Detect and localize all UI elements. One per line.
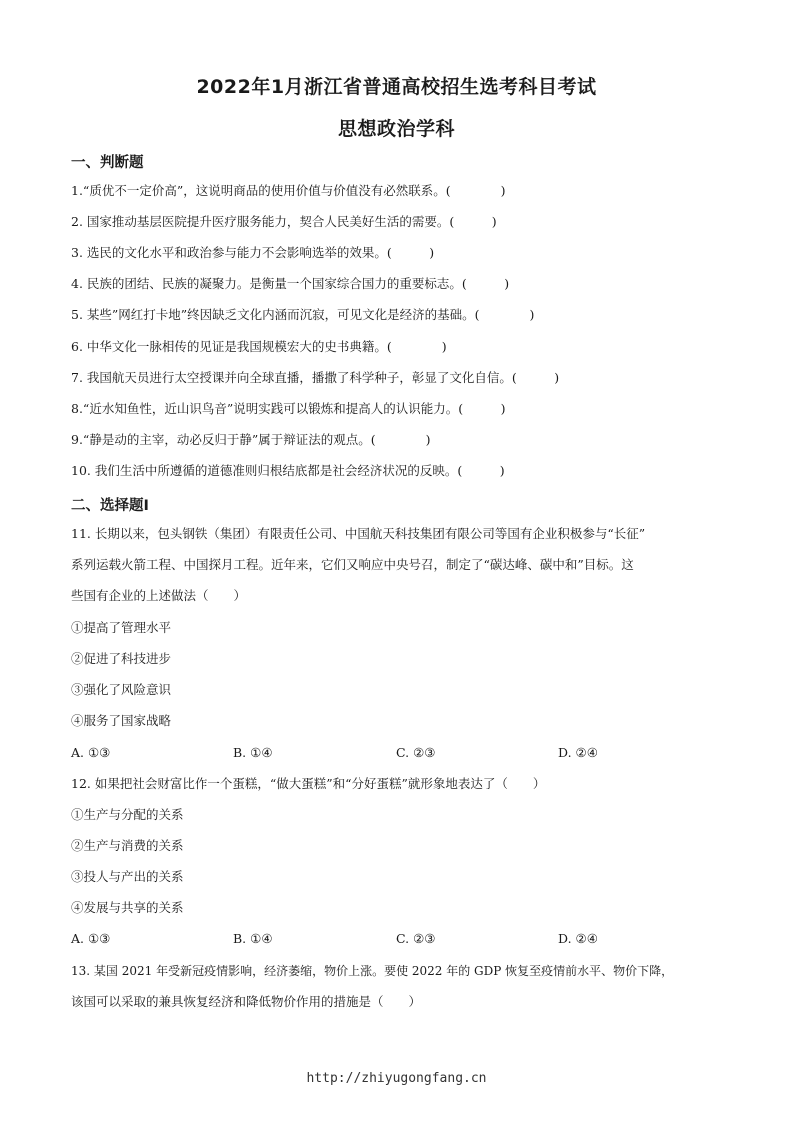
question-12-option-a: A. ①③ bbox=[71, 931, 111, 946]
question-11-item-3: ③强化了风险意识 bbox=[71, 682, 172, 697]
exam-title: 2022年1月浙江省普通高校招生选考科目考试 bbox=[196, 76, 597, 98]
question-8: 8.“近水知鱼性，近山识鸟音”说明实践可以锻炼和提高人的认识能力。( ) bbox=[71, 401, 506, 416]
section-judgment-heading: 一、判断题 bbox=[71, 155, 144, 171]
exam-subject: 思想政治学科 bbox=[337, 118, 455, 140]
question-11-stem-line-1: 11. 长期以来，包头钢铁（集团）有限责任公司、中国航天科技集团有限公司等国有企业积极参与“长征” bbox=[71, 526, 646, 541]
question-10: 10. 我们生活中所遵循的道德准则归根结底都是社会经济状况的反映。( ) bbox=[71, 463, 505, 478]
question-11-option-a: A. ①③ bbox=[71, 745, 111, 760]
question-12-option-b: B. ①④ bbox=[233, 931, 273, 946]
question-11-stem-line-3: 些国有企业的上述做法（ ） bbox=[71, 588, 247, 603]
question-13-stem-line-1: 13. 某国 2021 年受新冠疫情影响，经济萎缩，物价上涨。要使 2022 年的 GDP 恢复至疫情前水平、物价下降， bbox=[71, 964, 674, 978]
question-11-option-c: C. ②③ bbox=[396, 745, 436, 760]
question-5: 5. 某些”网红打卡地”终因缺乏文化内涵而沉寂，可见文化是经济的基础。( ) bbox=[71, 307, 535, 322]
question-12-stem: 12. 如果把社会财富比作一个蛋糕，“做大蛋糕”和“分好蛋糕”就形象地表达了（ ） bbox=[71, 776, 546, 791]
question-4: 4. 民族的团结、民族的凝聚力。是衡量一个国家综合国力的重要标志。( ) bbox=[71, 276, 510, 291]
question-12-item-1: ①生产与分配的关系 bbox=[71, 807, 184, 822]
question-11-item-1: ①提高了管理水平 bbox=[71, 620, 172, 635]
question-11-item-4: ④服务了国家战略 bbox=[71, 713, 172, 728]
question-11-item-2: ②促进了科技进步 bbox=[71, 651, 172, 666]
question-12-item-2: ②生产与消费的关系 bbox=[71, 838, 184, 853]
question-3: 3. 选民的文化水平和政治参与能力不会影响选举的效果。( ) bbox=[71, 245, 435, 260]
question-2: 2. 国家推动基层医院提升医疗服务能力，契合人民美好生活的需要。( ) bbox=[71, 214, 497, 229]
question-12-option-c: C. ②③ bbox=[396, 931, 436, 946]
footer-url: http://zhiyugongfang.cn bbox=[306, 1071, 487, 1086]
question-12-option-d: D. ②④ bbox=[558, 931, 598, 946]
question-1: 1.“质优不一定价高”，这说明商品的使用价值与价值没有必然联系。( ) bbox=[71, 183, 506, 198]
question-11-option-d: D. ②④ bbox=[558, 745, 598, 760]
question-7: 7. 我国航天员进行太空授课并向全球直播，播撒了科学种子，彰显了文化自信。( ) bbox=[71, 370, 560, 385]
question-6: 6. 中华文化一脉相传的见证是我国规模宏大的史书典籍。( ) bbox=[71, 339, 447, 354]
question-9: 9.“静是动的主宰，动必反归于静”属于辩证法的观点。( ) bbox=[71, 432, 431, 447]
question-12-item-3: ③投人与产出的关系 bbox=[71, 869, 184, 884]
question-11-option-b: B. ①④ bbox=[233, 745, 273, 760]
section-choice-heading: 二、选择题Ⅰ bbox=[71, 498, 149, 514]
question-12-item-4: ④发展与共享的关系 bbox=[71, 900, 184, 915]
question-11-stem-line-2: 系列运载火箭工程、中国探月工程。近年来，它们又响应中央号召，制定了“碳达峰、碳中和”目标。这 bbox=[71, 557, 634, 572]
question-13-stem-line-2: 该国可以采取的兼具恢复经济和降低物价作用的措施是（ ） bbox=[71, 994, 422, 1009]
